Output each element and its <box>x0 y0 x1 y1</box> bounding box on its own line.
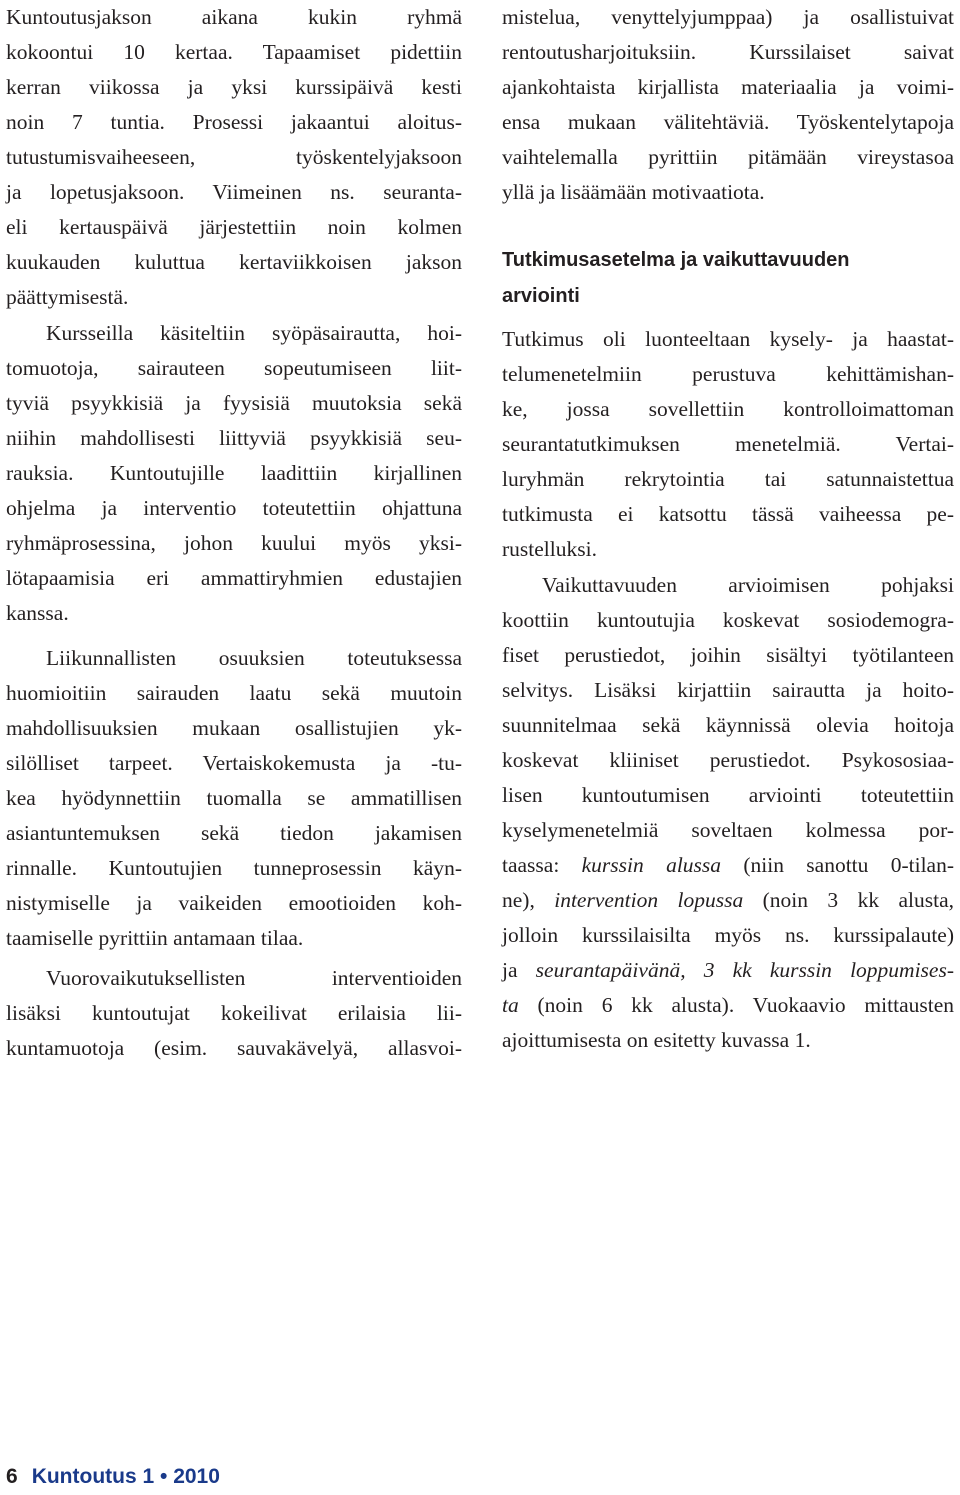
text-line: Vuorovaikutuksellisten interventioiden <box>46 966 462 990</box>
text-line: kokoontui 10 kertaa. Tapaamiset pidettiin <box>6 40 462 64</box>
text-run: (noin 3 kk alusta, <box>743 888 954 912</box>
text-line: rauksia. Kuntoutujille laadittiin kirjallinen <box>6 461 462 485</box>
text-line: rentoutusharjoituksiin. Kurssilaiset saivat <box>502 40 954 64</box>
text-line: silölliset tarpeet. Vertaiskokemusta ja -tu- <box>6 751 462 775</box>
text-line: ryhmäprosessina, johon kuului myös yksi- <box>6 531 462 555</box>
text-line: yllä ja lisäämään motivaatiota. <box>502 180 765 204</box>
text-line <box>502 988 954 1023</box>
text-run: ne), <box>502 888 555 912</box>
text-line: tutustumisvaiheeseen, työskentelyjaksoon <box>6 145 462 169</box>
text-line: seurantatutkimuksen menetelmiä. Vertai- <box>502 432 954 456</box>
italic-phrase: ta <box>502 993 519 1017</box>
text-line: päättymisestä. <box>6 285 129 309</box>
text-line: koottiin kuntoutujia koskevat sosiodemogra- <box>502 608 954 632</box>
text-line: ohjelma ja interventio toteutettiin ohjattuna <box>6 496 462 520</box>
italic-phrase: intervention lopussa <box>554 888 744 912</box>
text-line <box>502 883 954 918</box>
text-line: luryhmän rekrytointia tai satunnaistettua <box>502 467 954 491</box>
text-line <box>502 848 954 883</box>
text-line: ajoittumisesta on esitetty kuvassa 1. <box>502 1028 811 1052</box>
text-line: suunnitelmaa sekä käynnissä olevia hoitoja <box>502 713 954 737</box>
text-line: lötapaamisia eri ammattiryhmien edustajien <box>6 566 462 590</box>
text-line: kanssa. <box>6 601 69 625</box>
text-line: tutkimusta ei katsottu tässä vaiheessa pe- <box>502 502 954 526</box>
text-line: niihin mahdollisesti liittyviä psyykkisiä seu- <box>6 426 462 450</box>
text-line: mistelua, venyttelyjumppaa) ja osallistuivat <box>502 5 954 29</box>
italic-phrase: kurssin alussa <box>581 853 722 877</box>
section-heading: Tutkimusasetelma ja vaikuttavuuden <box>502 249 850 271</box>
text-line: noin 7 tuntia. Prosessi jakaantui aloitus- <box>6 110 462 134</box>
text-line: tyviä psyykkisiä ja fyysisiä muutoksia sekä <box>6 391 462 415</box>
text-line: vaihtelemalla pyrittiin pitämään vireystasoa <box>502 145 954 169</box>
text-line: Kursseilla käsiteltiin syöpäsairautta, hoi- <box>46 321 462 345</box>
text-line: Liikunnallisten osuuksien toteutuksessa <box>46 646 462 670</box>
text-line: kerran viikossa ja yksi kurssipäivä kesti <box>6 75 462 99</box>
text-line: lisen kuntoutumisen arviointi toteutettiin <box>502 783 954 807</box>
text-run: (noin 6 kk alusta). Vuokaavio mittausten <box>518 993 954 1017</box>
text-line: nistymiselle ja vaikeiden emootioiden koh- <box>6 891 462 915</box>
text-line: eli kertauspäivä järjestettiin noin kolmen <box>6 215 462 239</box>
text-line: koskevat kliiniset perustiedot. Psykososiaa- <box>502 748 954 772</box>
text-line: Vaikuttavuuden arvioimisen pohjaksi <box>542 573 954 597</box>
text-line: ajankohtaista kirjallista materiaalia ja voimi- <box>502 75 954 99</box>
publication-title: Kuntoutus 1 • 2010 <box>31 1465 220 1488</box>
text-run: (niin sanottu 0-tilan- <box>721 853 955 877</box>
section-heading: arviointi <box>502 285 580 307</box>
text-line: kea hyödynnettiin tuomalla se ammatillisen <box>6 786 462 810</box>
text-run: taassa: <box>502 853 582 877</box>
page-footer <box>6 1462 220 1492</box>
text-line: rinnalle. Kuntoutujien tunneprosessin käyn- <box>6 856 462 880</box>
text-line: fiset perustiedot, joihin sisältyi työtilanteen <box>502 643 954 667</box>
text-line: lisäksi kuntoutujat kokeilivat erilaisia lii- <box>6 1001 462 1025</box>
text-line: telumenetelmiin perustuva kehittämishan- <box>502 362 954 386</box>
text-line: kuntamuotoja (esim. sauvakävelyä, allasvoi- <box>6 1036 462 1060</box>
text-line: ja lopetusjaksoon. Viimeinen ns. seuranta- <box>6 180 462 204</box>
text-run: ja <box>502 958 536 982</box>
text-line: ke, jossa sovellettiin kontrolloimattoman <box>502 397 954 421</box>
italic-phrase: seurantapäivänä, 3 kk kurssin loppumises- <box>535 958 954 982</box>
text-line: Tutkimus oli luonteeltaan kysely- ja haastat- <box>502 327 954 351</box>
text-line: rustelluksi. <box>502 537 597 561</box>
text-line: Kuntoutusjakson aikana kukin ryhmä <box>6 5 462 29</box>
text-line: huomioitiin sairauden laatu sekä muutoin <box>6 681 462 705</box>
text-line: kyselymenetelmiä soveltaen kolmessa por- <box>502 818 954 842</box>
text-line: tomuotoja, sairauteen sopeutumiseen liit- <box>6 356 462 380</box>
text-line: mahdollisuuksien mukaan osallistujien yk- <box>6 716 462 740</box>
text-line: taamiselle pyrittiin antamaan tilaa. <box>6 926 304 950</box>
text-line <box>502 953 954 988</box>
page-number: 6 <box>6 1465 18 1488</box>
text-line: jolloin kurssilaisilta myös ns. kurssipalaute) <box>502 923 954 947</box>
text-line: asiantuntemuksen sekä tiedon jakamisen <box>6 821 462 845</box>
text-line: kuukauden kuluttua kertaviikkoisen jakson <box>6 250 462 274</box>
text-line: selvitys. Lisäksi kirjattiin sairautta ja hoito- <box>502 678 954 702</box>
text-line: ensa mukaan välitehtäviä. Työskentelytapoja <box>502 110 954 134</box>
